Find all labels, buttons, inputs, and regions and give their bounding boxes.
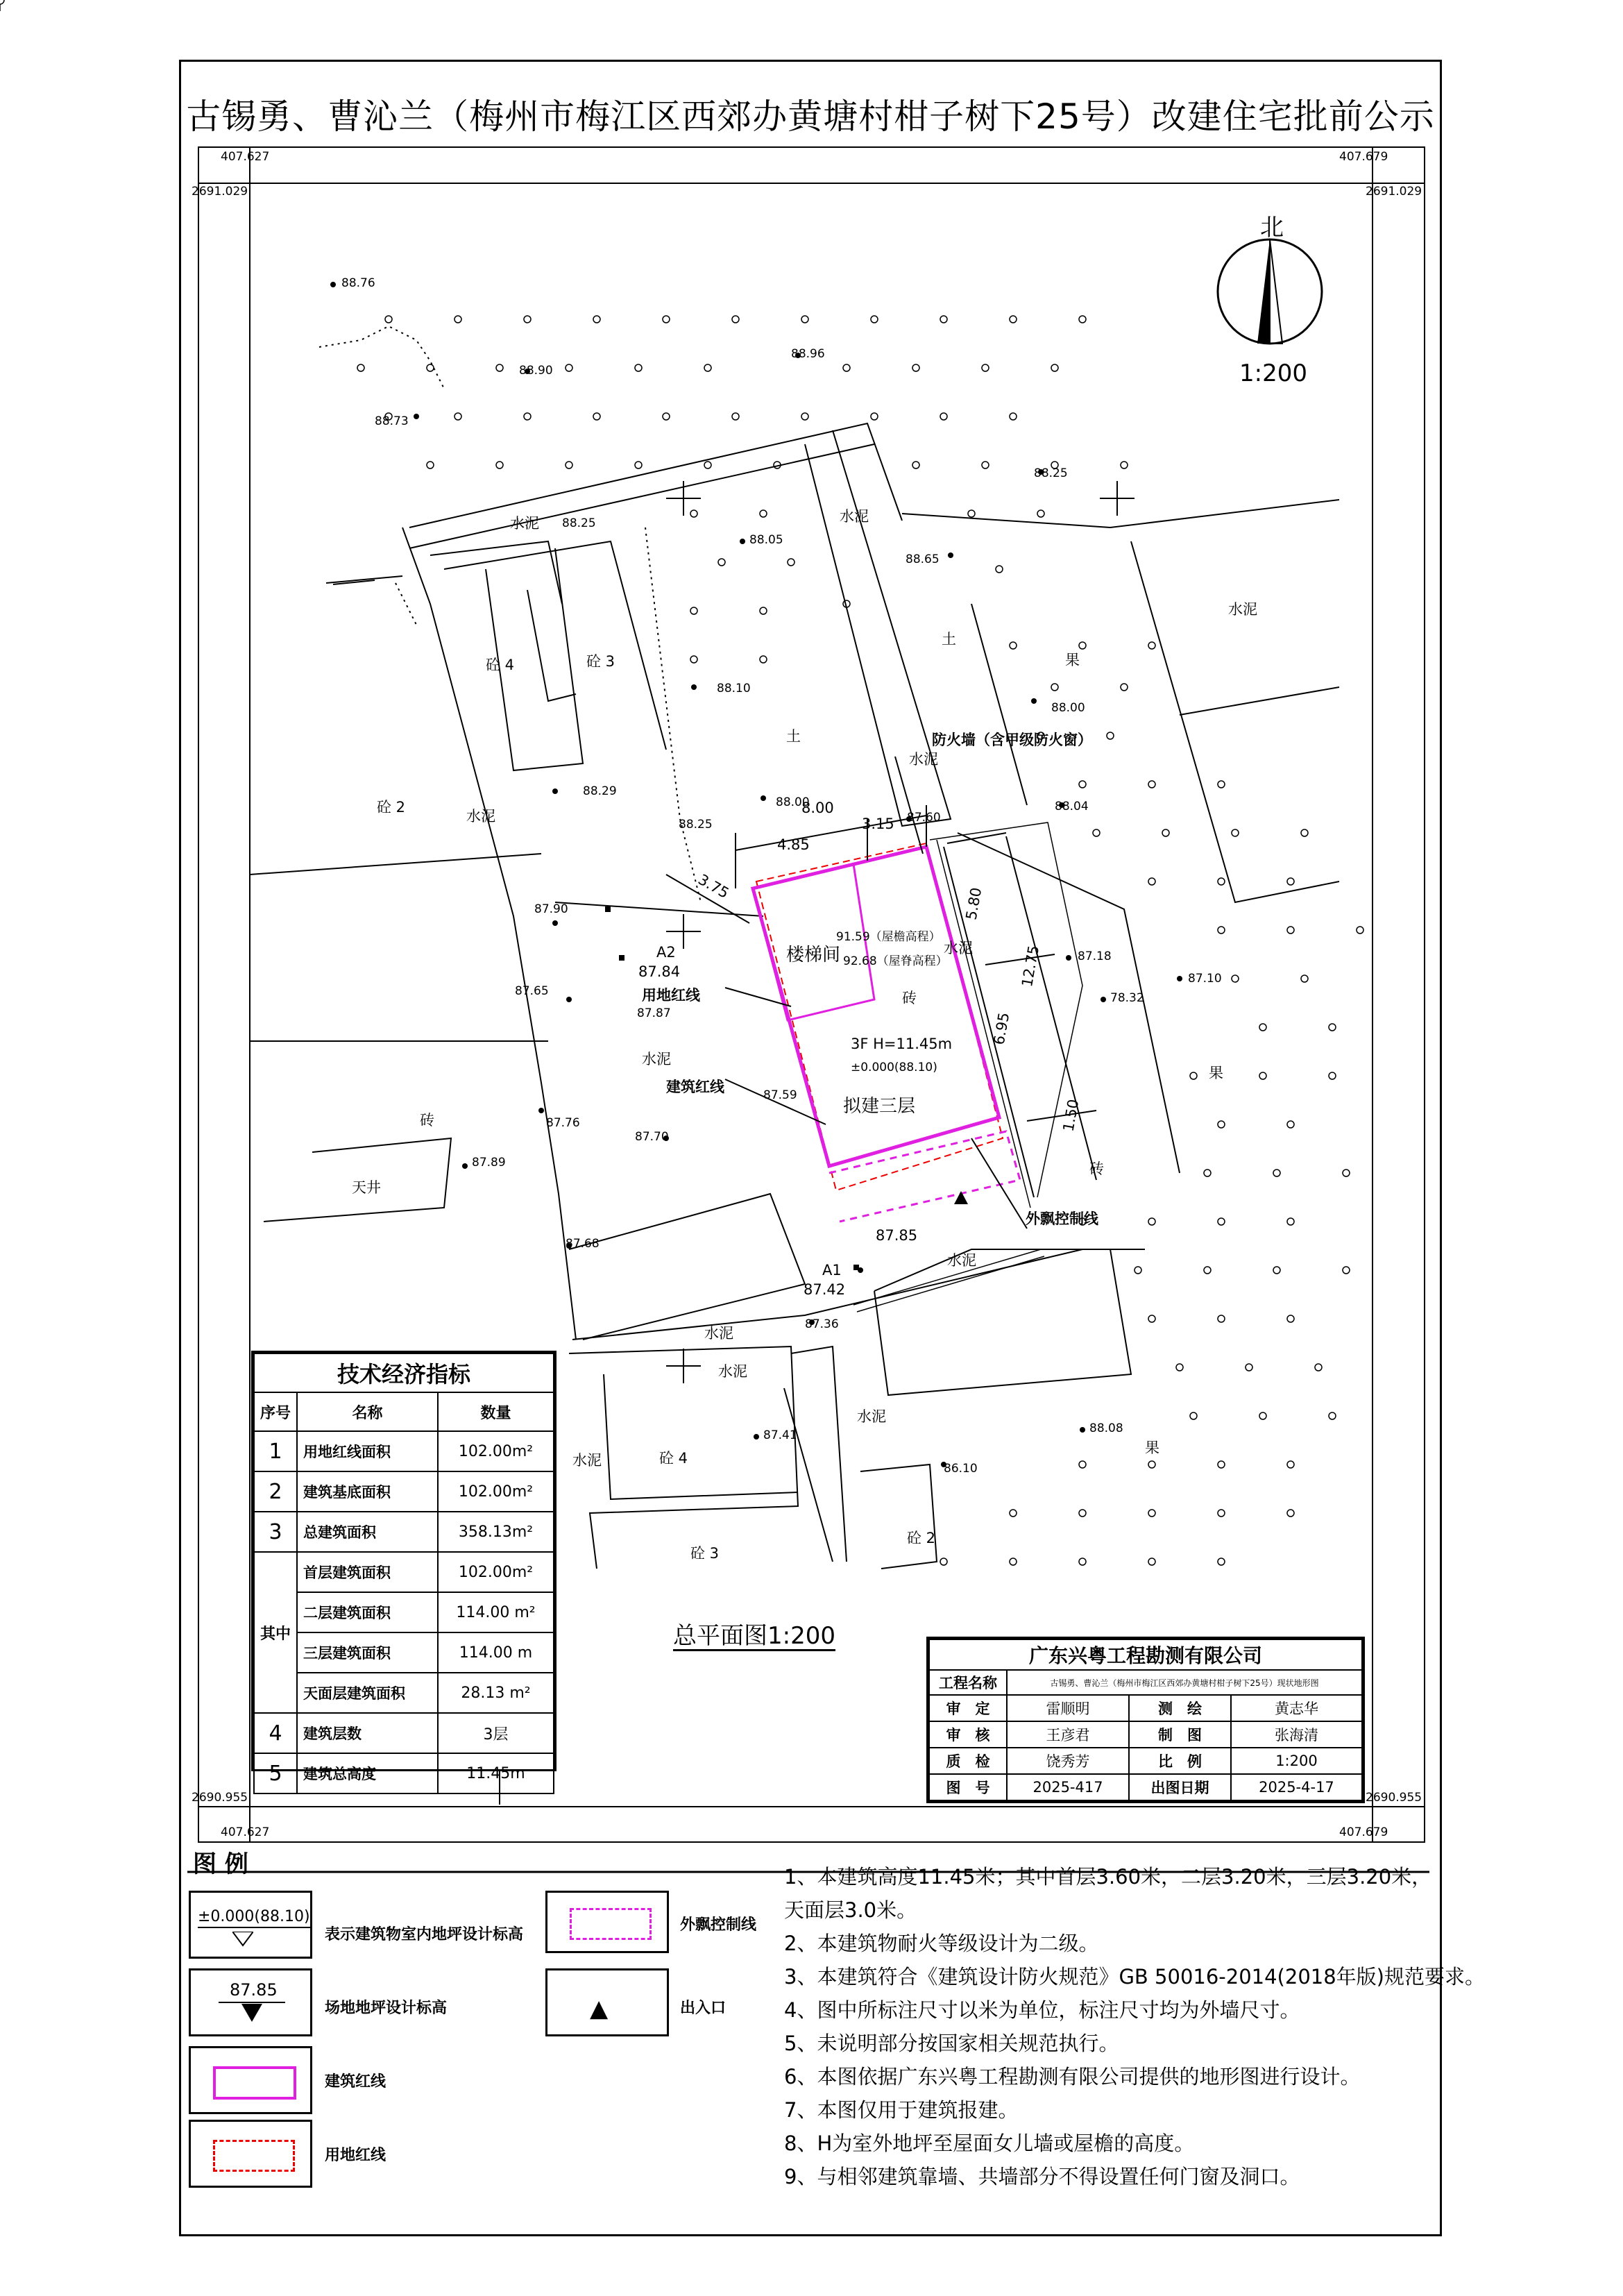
dim-485: 4.85	[777, 836, 810, 853]
a2-label: A2	[656, 944, 676, 961]
label-guo-2: 果	[1209, 1065, 1223, 1081]
elev-1: 88.76	[341, 276, 375, 290]
tb-r1-c3: 测 绘	[1129, 1695, 1231, 1721]
row1-no: 1	[254, 1431, 297, 1471]
label-tong4-b: 砼 4	[659, 1450, 688, 1467]
proj-label: 工程名称	[929, 1670, 1007, 1695]
elev-25: 87.41	[763, 1428, 797, 1442]
dim-375: 3.75	[695, 870, 732, 902]
label-shuini-12: 水泥	[572, 1452, 602, 1469]
label-shuini-1: 水泥	[510, 515, 539, 532]
elev-12: 88.00	[776, 795, 810, 809]
firewall-label: 防火墙（含甲级防火窗）	[932, 732, 1092, 748]
row7-val: 28.13 m²	[438, 1673, 554, 1713]
label-shuini-3: 水泥	[1228, 601, 1257, 618]
coord-tl-y: 2691.029	[192, 185, 248, 199]
elev-30: 86.10	[944, 1462, 978, 1476]
a2-value: 87.84	[638, 963, 681, 980]
tb-r1-c2: 雷顺明	[1007, 1695, 1129, 1721]
row9-val: 11.45m	[438, 1753, 554, 1793]
page-title: 古锡勇、曹沁兰（梅州市梅江区西郊办黄塘村柑子树下25号）改建住宅批前公示	[186, 96, 1435, 137]
label-tong2: 砼 2	[377, 799, 406, 816]
label-shuini-10: 水泥	[718, 1363, 747, 1380]
dim-150: 1.50	[1060, 1097, 1082, 1133]
legend-build-line-swatch	[213, 2066, 296, 2100]
note-9: 9、与相邻建筑靠墙、共墙部分不得设置任何门窗及洞口。	[784, 2165, 1300, 2188]
elev-15: 88.25	[679, 818, 713, 832]
elev-28: 78.32	[1110, 991, 1144, 1005]
elev-29: 88.08	[1089, 1421, 1123, 1435]
elev-17: 87.65	[515, 984, 549, 998]
elev-10: 88.00	[1051, 701, 1085, 715]
row8-no: 4	[254, 1713, 297, 1753]
note-8: 8、H为室外地坪至屋面女儿墙或屋檐的高度。	[784, 2132, 1195, 2155]
elev-16: 87.90	[534, 902, 568, 916]
legend-land-line-swatch	[213, 2140, 295, 2172]
proj-value: 古锡勇、曹沁兰（梅州市梅江区西郊办黄塘村柑子树下25号）现状地形图	[1007, 1670, 1362, 1695]
label-tong-c: 砼 2	[907, 1530, 936, 1546]
legend-land-line-box	[189, 2120, 312, 2188]
row-qizhong: 其中	[254, 1552, 297, 1713]
label-tong3: 砼 3	[586, 653, 615, 670]
title-block	[926, 1637, 1365, 1803]
row8-name: 建筑层数	[297, 1713, 438, 1753]
tb-r2-c1: 审 核	[929, 1721, 1007, 1748]
label-tu-1: 土	[942, 631, 956, 648]
label-zhuan-1: 砖	[420, 1112, 434, 1129]
note-5: 5、未说明部分按国家相关规范执行。	[784, 2032, 1119, 2055]
land-line-label: 用地红线	[642, 987, 700, 1004]
label-guo-1: 果	[1065, 652, 1080, 668]
tech-table-title: 技术经济指标	[254, 1353, 554, 1392]
label-zhuan-2: 砖	[902, 990, 917, 1006]
tb-r3-c1: 质 检	[929, 1748, 1007, 1774]
elev-18: 87.87	[637, 1006, 671, 1020]
note-4: 4、图中所标注尺寸以米为单位，标注尺寸均为外墙尺寸。	[784, 1998, 1300, 2022]
legend-site-level-box	[189, 1968, 312, 2036]
a1-value: 87.42	[804, 1281, 846, 1298]
tb-r1-c1: 审 定	[929, 1695, 1007, 1721]
entry-triangle-icon: ▲	[590, 1995, 609, 2023]
elev-7: 88.05	[749, 533, 783, 547]
label-shuini-9: 水泥	[704, 1325, 733, 1342]
elev-14: 87.60	[907, 811, 941, 825]
tb-r4-c3: 出图日期	[1129, 1774, 1231, 1800]
label-tong3-b: 砼 3	[690, 1545, 720, 1562]
tb-r2-c3: 制 图	[1129, 1721, 1231, 1748]
label-tong4: 砼 4	[486, 657, 515, 673]
coord-br-y: 2690.955	[1366, 1791, 1422, 1805]
elev-6: 88.25	[562, 516, 596, 530]
label-shuini-6: 水泥	[944, 940, 973, 956]
tb-r1-c4: 黄志华	[1231, 1695, 1362, 1721]
row4-val: 102.00m²	[438, 1552, 554, 1592]
tb-r3-c4: 1:200	[1231, 1748, 1362, 1774]
th-no: 序号	[254, 1392, 297, 1431]
building-desc: 拟建三层	[843, 1096, 916, 1117]
row3-name: 总建筑面积	[297, 1512, 438, 1552]
elev-20: 87.76	[546, 1116, 580, 1130]
legend-floor-level-value: ±0.000(88.10)	[198, 1908, 310, 1928]
plan-caption: 总平面图1:200	[673, 1622, 835, 1650]
row5-val: 114.00 m²	[438, 1592, 554, 1632]
note-7: 7、本图仅用于建筑报建。	[784, 2098, 1019, 2122]
row2-no: 2	[254, 1471, 297, 1512]
label-tianjing: 天井	[352, 1179, 381, 1196]
label-shuini-11: 水泥	[857, 1408, 886, 1425]
tb-r3-c2: 饶秀芳	[1007, 1748, 1129, 1774]
label-shuini-2: 水泥	[840, 508, 869, 525]
elev-19: 87.59	[763, 1088, 797, 1102]
note-3: 3、本建筑符合《建筑设计防火规范》GB 50016-2014(2018年版)规范要求。	[784, 1965, 1485, 1989]
elev-5: 88.25	[1034, 466, 1068, 480]
label-tu-2: 土	[786, 728, 801, 745]
note-1: 1、本建筑高度11.45米；其中首层3.60米，二层3.20米，三层3.20米，	[784, 1865, 1432, 1889]
scale-label: 1:200	[1239, 360, 1307, 387]
legend-site-level-value: 87.85	[230, 1980, 278, 2000]
legend-land-line-text: 用地红线	[325, 2147, 386, 2164]
label-shuini-8: 水泥	[947, 1252, 976, 1269]
entry-level: 87.85	[876, 1227, 918, 1244]
row9-no: 5	[254, 1753, 297, 1793]
elev-9: 88.10	[717, 682, 751, 695]
row5-name: 二层建筑面积	[297, 1592, 438, 1632]
elev-4: 88.73	[375, 414, 409, 428]
note-1b: 天面层3.0米。	[784, 1898, 917, 1922]
elev-21: 87.70	[635, 1130, 669, 1144]
legend-entry-text: 出入口	[680, 2000, 726, 2017]
legend-title: 图 例	[193, 1850, 248, 1878]
th-val: 数量	[438, 1392, 554, 1431]
row6-name: 三层建筑面积	[297, 1632, 438, 1673]
tb-r4-c4: 2025-4-17	[1231, 1774, 1362, 1800]
row8-val: 3层	[438, 1713, 554, 1753]
floor-level: ±0.000(88.10)	[851, 1061, 937, 1074]
elev-8: 88.65	[906, 552, 940, 566]
legend-floor-level-box	[189, 1891, 312, 1959]
row7-name: 天面层建筑面积	[297, 1673, 438, 1713]
stair-label: 楼梯间	[786, 945, 841, 965]
tb-r2-c2: 王彦君	[1007, 1721, 1129, 1748]
row3-val: 358.13m²	[438, 1512, 554, 1552]
build-line-label: 建筑红线	[666, 1079, 724, 1095]
row1-val: 102.00m²	[438, 1431, 554, 1471]
roof-eave: 91.59（屋檐高程）	[836, 930, 941, 944]
elev-13: 88.04	[1055, 800, 1089, 813]
note-6: 6、本图依据广东兴粤工程勘测有限公司提供的地形图进行设计。	[784, 2065, 1361, 2088]
dim-695: 6.95	[990, 1011, 1013, 1047]
elev-3: 88.96	[791, 347, 825, 361]
label-shuini-4: 水泥	[466, 808, 495, 825]
row2-val: 102.00m²	[438, 1471, 554, 1512]
row1-name: 用地红线面积	[297, 1431, 438, 1471]
company-name: 广东兴粤工程勘测有限公司	[929, 1639, 1362, 1670]
legend-proj-line-swatch	[570, 1908, 652, 1940]
elev-23: 87.68	[566, 1237, 600, 1251]
proj-line-label: 外飘控制线	[1026, 1210, 1098, 1227]
note-2: 2、本建筑物耐火等级设计为二级。	[784, 1932, 1099, 1955]
dim-8: 8.00	[801, 800, 834, 816]
elev-26: 87.18	[1078, 949, 1112, 963]
dim-315: 3.15	[862, 816, 894, 832]
elev-2: 88.90	[519, 364, 553, 378]
coord-tl-x: 407.627	[221, 150, 270, 164]
elev-27: 87.10	[1188, 972, 1222, 986]
label-shuini-5: 水泥	[909, 751, 938, 768]
coord-br-x: 407.679	[1339, 1825, 1388, 1839]
tb-r2-c4: 张海清	[1231, 1721, 1362, 1748]
legend-build-line-text: 建筑红线	[325, 2073, 386, 2091]
label-guo-3: 果	[1145, 1440, 1159, 1456]
a1-label: A1	[822, 1262, 842, 1278]
coord-tr-x: 407.679	[1339, 150, 1388, 164]
elev-11: 88.29	[583, 784, 617, 798]
tb-r4-c2: 2025-417	[1007, 1774, 1129, 1800]
label-shuini-7: 水泥	[642, 1051, 671, 1067]
roof-ridge: 92.68（屋脊高程）	[843, 954, 948, 968]
row4-name: 首层建筑面积	[297, 1552, 438, 1592]
legend-proj-line-box	[545, 1891, 669, 1953]
row2-name: 建筑基底面积	[297, 1471, 438, 1512]
tb-r4-c1: 图 号	[929, 1774, 1007, 1800]
coord-bl-y: 2690.955	[192, 1791, 248, 1805]
legend-site-level-text: 场地地坪设计标高	[325, 2000, 448, 2017]
tech-econ-table	[251, 1351, 556, 1786]
legend-floor-level-text: 表示建筑物室内地坪设计标高	[325, 1926, 524, 1943]
tb-r3-c3: 比 例	[1129, 1748, 1231, 1774]
coord-bl-x: 407.627	[221, 1825, 270, 1839]
building-height: 3F H=11.45m	[851, 1036, 953, 1052]
dim-1275: 12.75	[1019, 944, 1043, 988]
row3-no: 3	[254, 1512, 297, 1552]
label-zhuan-3: 砖	[1089, 1160, 1104, 1177]
legend-proj-line-text: 外飘控制线	[680, 1916, 757, 1934]
north-label: 北	[1260, 214, 1284, 242]
legend-build-line-box	[189, 2046, 312, 2114]
row9-name: 建筑总高度	[297, 1753, 438, 1793]
coord-tr-y: 2691.029	[1366, 185, 1422, 199]
elev-22: 87.89	[472, 1156, 506, 1170]
dim-580: 5.80	[962, 886, 985, 922]
th-name: 名称	[297, 1392, 438, 1431]
row6-val: 114.00 m	[438, 1632, 554, 1673]
elev-24: 87.36	[805, 1317, 839, 1331]
